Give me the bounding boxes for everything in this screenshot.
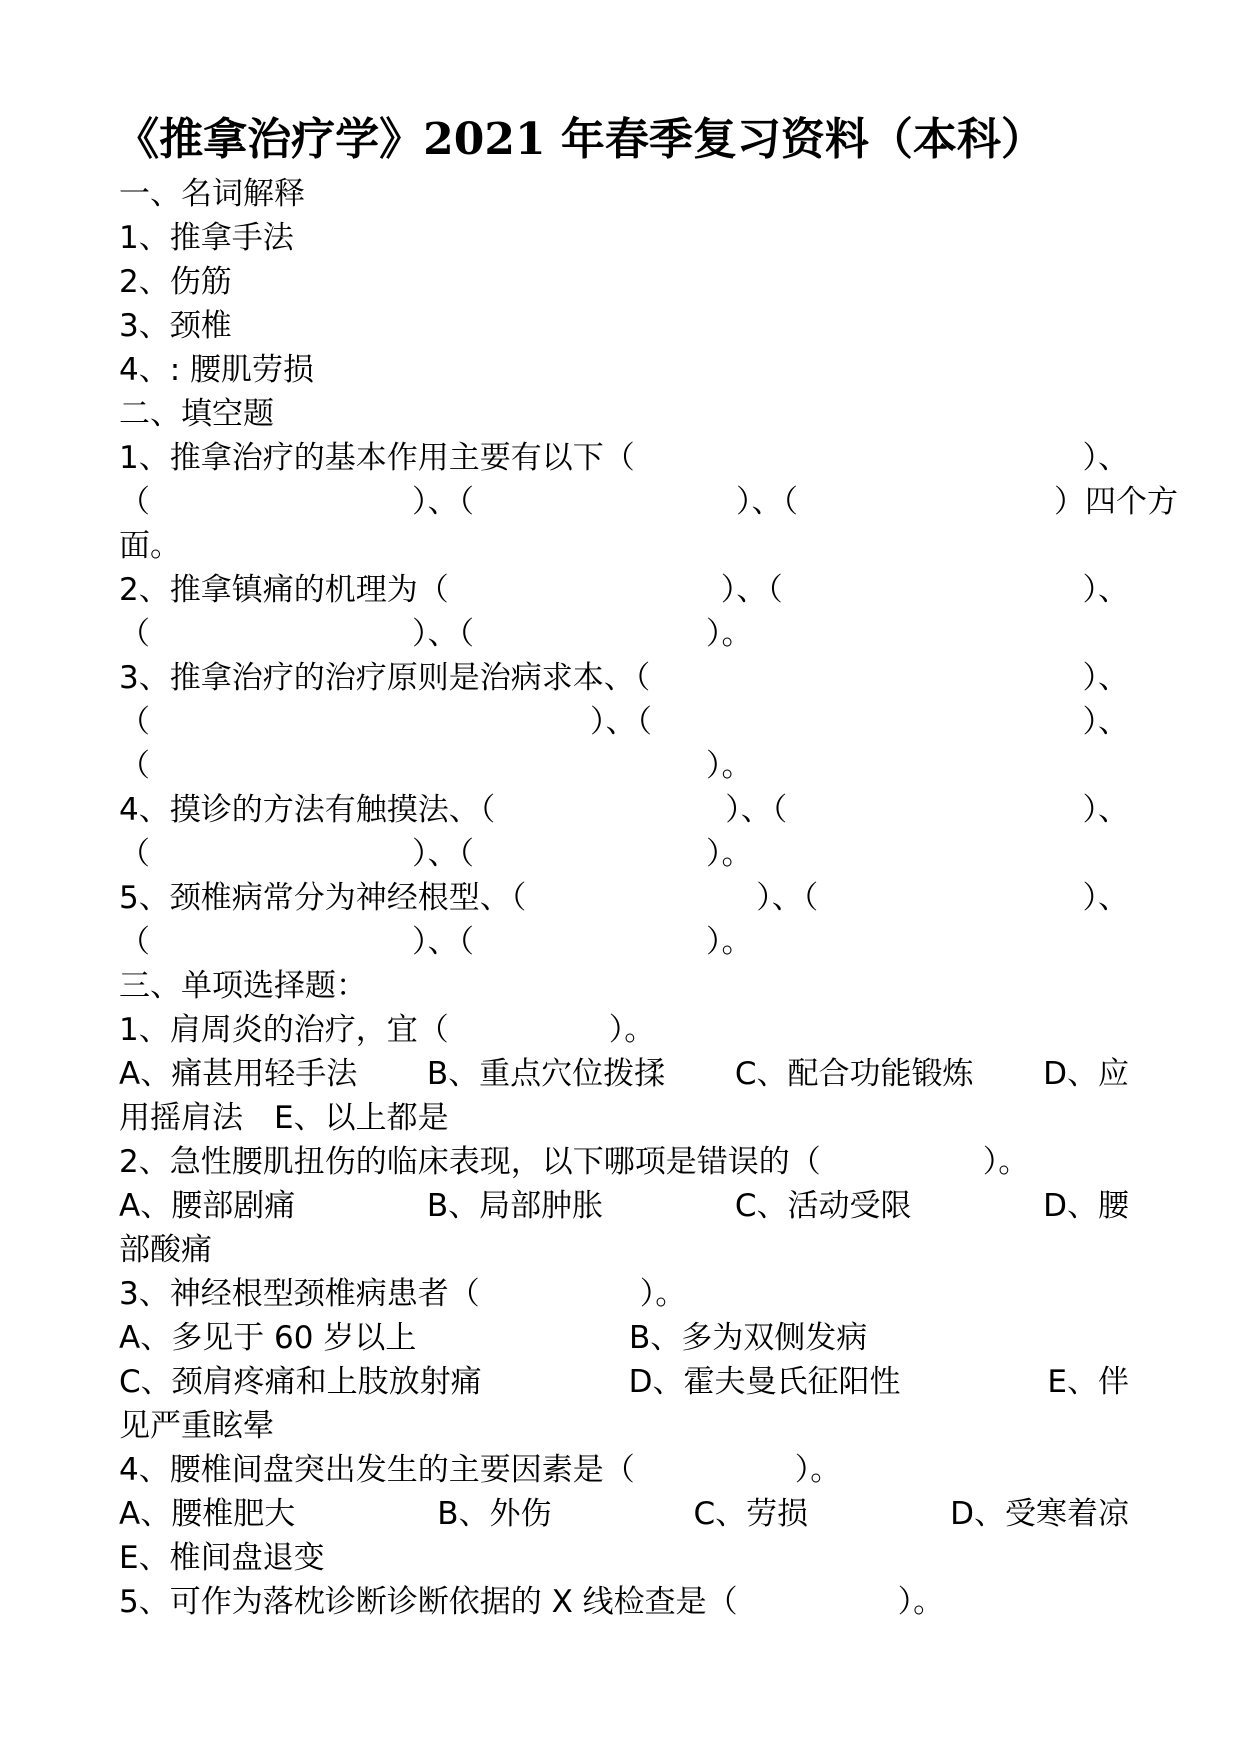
page-title: 《推拿治疗学》2021 年春季复习资料（本科） [115,114,1045,165]
fill-q5-line1 [119,878,1129,918]
blank-end: ）。 [706,616,753,652]
fill-q4-text: 4、摸诊的方法有触摸法、（ ）、（ [119,792,788,828]
fill-q3-text: （ ）、（ [119,704,652,740]
fill-q5-text: 5、颈椎病常分为神经根型、（ ）、（ [119,880,819,916]
term-item: 3、颈椎 [119,308,232,344]
blank-sep: ）、 [1082,792,1129,828]
fill-q3-text: 3、推拿治疗的治疗原则是治病求本、（ [119,660,651,696]
option: D、受寒着凉 [950,1496,1129,1532]
fill-q1-line1 [119,438,1129,478]
choice-q4-options [119,1494,1129,1534]
option: B、外伤 [437,1496,552,1532]
blank-open: （ [119,616,150,652]
option: C、活动受限 [734,1188,912,1224]
choice-q5-stem: 5、可作为落枕诊断诊断依据的 X 线检查是（ ）。 [119,1584,945,1620]
choice-q2-cont: 部酸痛 [119,1232,212,1268]
blank-end: ）。 [706,924,753,960]
option: A、腰椎肥大 [119,1496,296,1532]
choice-q1-cont: 用摇肩法 E、以上都是 [119,1100,449,1136]
option: D、霍夫曼氏征阳性 [628,1364,901,1400]
option: A、腰部剧痛 [119,1188,296,1224]
blank-sep: ）、 [1082,572,1129,608]
blank-sep: ）、 [1082,660,1129,696]
option: C、劳损 [693,1496,809,1532]
blank-open: （ [119,484,150,520]
fill-q2-text: 2、推拿镇痛的机理为（ ）、（ [119,572,783,608]
fill-q3-line2 [119,702,1129,742]
choice-q3-cont: 见严重眩晕 [119,1408,274,1444]
choice-q3-stem: 3、神经根型颈椎病患者（ ）。 [119,1276,687,1312]
blank-sep: ）、（ [412,484,474,520]
fill-q4-line2 [119,834,1129,874]
choice-q3-options-1 [119,1318,1129,1358]
choice-q1-options [119,1054,1129,1094]
fill-q5-line2 [119,922,1129,962]
fill-q4-line1 [119,790,1129,830]
choice-q4-cont: E、椎间盘退变 [119,1540,325,1576]
blank-open: （ [119,924,150,960]
choice-q2-options [119,1186,1129,1226]
option: B、重点穴位拨揉 [426,1056,666,1092]
blank-sep: ）、（ [412,836,474,872]
section-heading-choice: 三、单项选择题： [119,968,367,1004]
term-item: 2、伤筋 [119,264,232,300]
fill-q1-text: 1、推拿治疗的基本作用主要有以下（ [119,440,635,476]
option: B、多为双侧发病 [629,1320,868,1356]
option: E、伴 [1047,1364,1129,1400]
fill-q1-blank-end: ）、 [1082,440,1129,476]
option: A、痛甚用轻手法 [119,1056,358,1092]
fill-q1-line2 [119,482,1178,522]
blank-sep: ）、（ [736,484,798,520]
blank-sep: ）、（ [412,924,474,960]
blank-sep: ）、 [1082,880,1129,916]
term-item: 4、: 腰肌劳损 [119,352,315,388]
fill-q2-line2 [119,614,1129,654]
section-heading-fill: 二、填空题 [119,396,274,432]
blank-sep: ）、（ [412,616,474,652]
fill-q2-line1 [119,570,1129,610]
fill-q1-line3: 面。 [119,528,181,564]
blank-open: （ [119,836,150,872]
option: B、局部肿胀 [426,1188,604,1224]
section-heading-terms: 一、名词解释 [119,176,305,212]
choice-q1-stem: 1、肩周炎的治疗，宜（ ）。 [119,1012,656,1048]
blank-sep: ）、 [1082,704,1129,740]
option: D、腰 [1043,1188,1129,1224]
fill-q3-line3 [119,746,1129,786]
choice-q2-stem: 2、急性腰肌扭伤的临床表现，以下哪项是错误的（ ）。 [119,1144,1030,1180]
option: A、多见于 60 岁以上 [119,1320,417,1356]
term-item: 1、推拿手法 [119,220,294,256]
choice-q4-stem: 4、腰椎间盘突出发生的主要因素是（ ）。 [119,1452,842,1488]
blank-open: （ [119,748,150,784]
choice-q3-options-2 [119,1362,1129,1402]
option: D、应 [1043,1056,1129,1092]
blank-end: ）。 [706,836,753,872]
option: C、配合功能锻炼 [734,1056,974,1092]
option: C、颈肩疼痛和上肢放射痛 [119,1364,482,1400]
fill-q3-line1 [119,658,1129,698]
blank-end: ）。 [706,748,753,784]
fill-q1-text: ）四个方 [1054,484,1178,520]
